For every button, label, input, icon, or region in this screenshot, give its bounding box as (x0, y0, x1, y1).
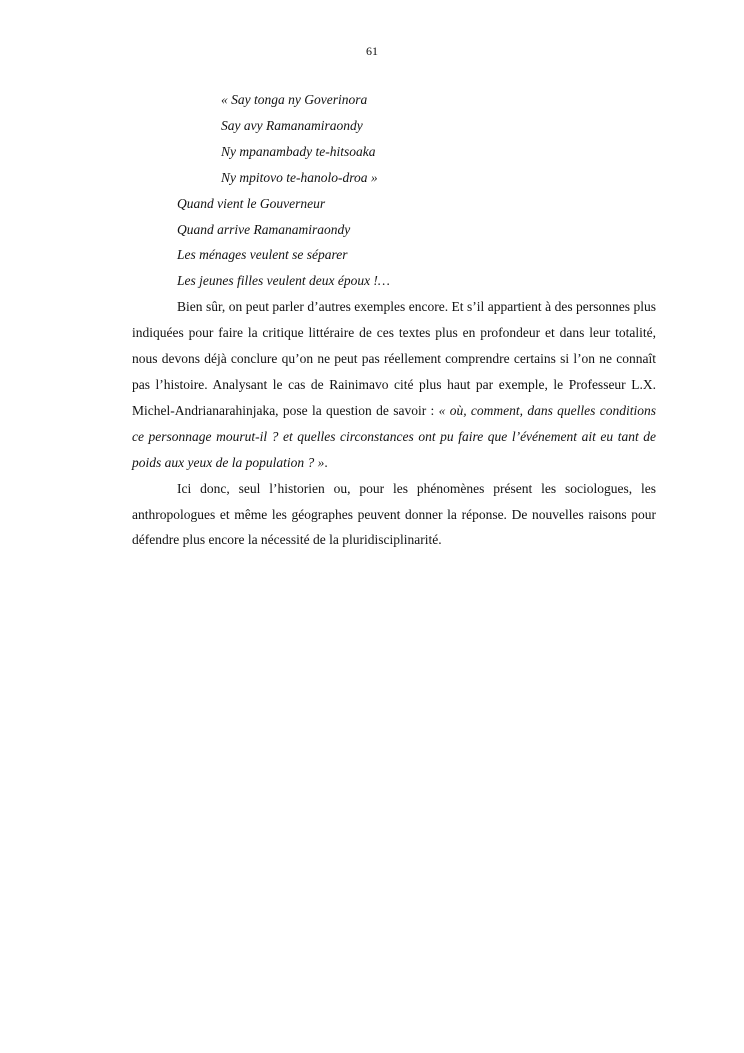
poem-line-malagasy-2: Say avy Ramanamiraondy (221, 117, 363, 133)
poem-line-french-4: Les jeunes filles veulent deux époux !… (177, 273, 390, 289)
paragraph-1 (132, 294, 656, 475)
paragraph-1-text: Bien sûr, on peut parler d’autres exemples encore. Et s’il appartient à des personnes plus indiquées pour faire la critique littéraire de ces textes plus en profondeur et dans leur totalité, nous devons déjà conclure qu’on ne peut pas réellement comprendre certains si l’on ne connaît pas l’histoire. Analysant le cas de Rainimavo cité plus haut par exemple, le Professeur L.X. Michel-Andrianarahinjaka, pose la question de savoir : (132, 299, 656, 418)
poem-line-french-3: Les ménages veulent se séparer (177, 247, 348, 263)
paragraph-1-end: . (324, 454, 328, 470)
poem-line-malagasy-1: « Say tonga ny Goverinora (221, 92, 368, 107)
poem-line-french-2: Quand arrive Ramanamiraondy (177, 221, 351, 237)
poem-line-french-1: Quand vient le Gouverneur (177, 195, 326, 211)
paragraph-1-quote: « où, comment, dans quelles conditions ce personnage mourut-il ? et quelles circonstances ont pu faire que l’événement ait eu tant de poids aux yeux de la population ? » (132, 402, 656, 470)
page-number: 61 (366, 44, 378, 58)
poem-line-malagasy-4: Ny mpitovo te-hanolo-droa » (221, 169, 378, 185)
poem-line-malagasy-3: Ny mpanambady te-hitsoaka (221, 143, 376, 159)
paragraph-2: Ici donc, seul l’historien ou, pour les phénomènes présent les sociologues, les anthropologues et même les géographes peuvent donner la réponse. De nouvelles raisons pour défendre plus encore la nécessité de la pluridisciplinarité. (132, 480, 656, 548)
document-body (132, 87, 656, 553)
